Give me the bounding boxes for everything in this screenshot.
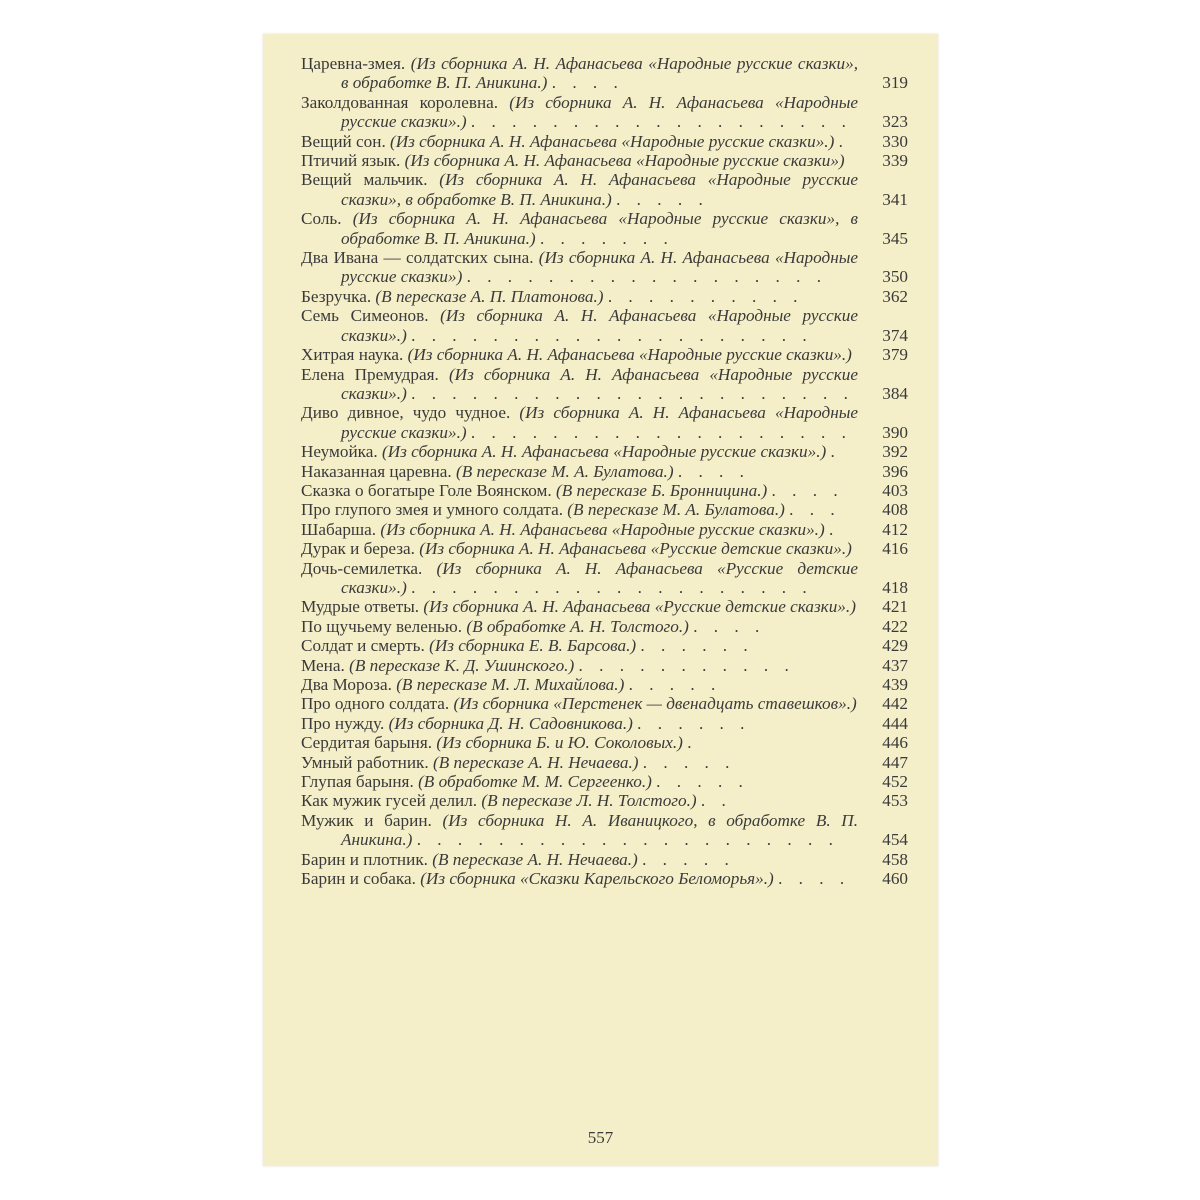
- toc-entry-page: 412: [882, 519, 908, 539]
- toc-entry-text: [301, 345, 860, 364]
- toc-entry-leader: .: [687, 733, 698, 753]
- toc-entry-title: Умный работник.: [301, 752, 429, 772]
- toc-entry-title: Про глупого змея и умного солдата.: [301, 500, 563, 520]
- toc-entry-text: [301, 132, 860, 151]
- toc-entry-text: [301, 675, 860, 694]
- toc-entry-page: 453: [882, 791, 908, 811]
- toc-entry-source: (Из сборника А. Н. Афанасьева «Русские детские сказки».): [341, 558, 859, 597]
- toc-entry-title: Вещий мальчик.: [301, 170, 428, 190]
- toc-entry-text: [301, 403, 860, 442]
- toc-entry-title: Наказанная царевна.: [301, 461, 452, 481]
- toc-entry-page: 345: [882, 228, 908, 248]
- toc-entry-leader: . . . . . . . . . . . . . . . . . . . . . .: [411, 383, 854, 403]
- toc-entry: [301, 714, 911, 733]
- toc-entry-title: Царевна-змея.: [301, 54, 406, 73]
- toc-entry-source: (В пересказе К. Д. Ушинского.): [349, 655, 575, 675]
- toc-entry-source: (Из сборника Б. и Ю. Соколовых.): [436, 733, 683, 753]
- toc-entry: [301, 791, 911, 810]
- toc-entry-title: Мудрые ответы.: [301, 597, 420, 617]
- toc-entry: [301, 539, 911, 558]
- toc-entry-leader: . . . .: [778, 869, 851, 889]
- toc-entry-text: [301, 733, 860, 752]
- toc-entry-text: [301, 365, 860, 404]
- toc-entry-source: (Из сборника А. Н. Афанасьева «Русские детские сказки».): [423, 597, 856, 617]
- toc-entry-title: По щучьему веленью.: [301, 616, 463, 636]
- toc-entry-leader: . . .: [789, 500, 841, 520]
- toc-entry-source: (Из сборника Н. А. Иваницкого, в обработке В. П. Аникина.): [341, 810, 858, 850]
- toc-entry-source: (Из сборника Е. В. Барсова.): [429, 636, 637, 656]
- toc-entry: [301, 753, 911, 772]
- toc-entry-source: (Из сборника А. Н. Афанасьева «Народные русские сказки»): [341, 248, 859, 287]
- toc-entry-title: Дочь-семилетка.: [301, 558, 423, 578]
- toc-entry-source: (В пересказе М. А. Булатова.): [456, 461, 674, 481]
- toc-entry: [301, 287, 911, 306]
- toc-entry: [301, 365, 911, 404]
- toc-entry-leader: .: [828, 519, 840, 539]
- toc-entry-title: Шабарша.: [301, 519, 377, 539]
- toc-entry: [301, 520, 911, 539]
- toc-entry-source: (Из сборника А. Н. Афанасьева «Народные русские сказки».): [380, 519, 825, 539]
- toc-entry: [301, 597, 911, 616]
- toc-entry-title: Глупая барыня.: [301, 772, 414, 792]
- table-of-contents: [301, 54, 911, 888]
- toc-entry-leader: . . . . . . . . . . . . . . . . . . . . .: [416, 830, 839, 850]
- toc-entry-title: Диво дивное, чудо чудное.: [301, 403, 511, 423]
- toc-entry-leader: .: [830, 442, 841, 462]
- toc-entry-title: Два Ивана — солдатских сына.: [301, 248, 534, 268]
- toc-entry-text: [301, 500, 860, 519]
- toc-entry: [301, 306, 911, 345]
- toc-entry-source: (Из сборника А. Н. Афанасьева «Народные русские сказки».): [381, 442, 827, 462]
- toc-entry-page: 374: [882, 325, 908, 345]
- toc-entry-source: (Из сборника А. Н. Афанасьева «Народные русские сказки».): [341, 306, 859, 345]
- toc-entry: [301, 209, 911, 248]
- toc-entry-text: [301, 151, 860, 170]
- toc-entry-title: Елена Премудрая.: [301, 364, 439, 384]
- toc-entry: [301, 170, 911, 209]
- toc-entry-page: 418: [882, 577, 908, 597]
- toc-entry-title: Соль.: [301, 209, 342, 229]
- toc-entry-source: (В пересказе М. А. Булатова.): [567, 500, 785, 520]
- toc-entry: [301, 617, 911, 636]
- toc-entry-text: [301, 656, 860, 675]
- toc-entry: [301, 500, 911, 519]
- toc-entry-page: 416: [882, 539, 908, 559]
- toc-entry-leader: . . . . . . . . . . . . . . . . . . .: [470, 112, 852, 132]
- page-number: 557: [587, 1128, 614, 1147]
- toc-entry-page: 390: [882, 422, 908, 442]
- book-page: [263, 34, 938, 1166]
- toc-entry: [301, 772, 911, 791]
- toc-entry-title: Про нужду.: [301, 713, 385, 733]
- toc-entry-title: Дурак и береза.: [301, 539, 415, 559]
- toc-entry-text: [301, 714, 860, 733]
- toc-entry-text: [301, 170, 860, 209]
- toc-entry-title: Как мужик гусей делил.: [301, 791, 478, 811]
- toc-entry-source: (Из сборника А. Н. Афанасьева «Народные русские сказки»): [404, 151, 845, 171]
- toc-entry-leader: . . . . . . . . . . . . . . . . . .: [466, 267, 827, 287]
- toc-entry-text: [301, 539, 860, 558]
- toc-entry-source: (В пересказе А. Н. Нечаева.): [432, 849, 638, 869]
- toc-entry-title: Про одного солдата.: [301, 694, 450, 714]
- toc-entry-title: Вещий сон.: [301, 131, 386, 151]
- toc-entry-page: 422: [882, 616, 908, 636]
- toc-entry-page: 439: [882, 675, 908, 694]
- toc-entry-text: [301, 54, 860, 93]
- toc-entry-title: Мужик и барин.: [301, 810, 432, 830]
- toc-entry: [301, 694, 911, 713]
- toc-entry-leader: . . . .: [551, 73, 624, 93]
- toc-entry-leader: . . . . .: [642, 849, 735, 869]
- toc-entry-page: 447: [882, 752, 908, 772]
- toc-entry-text: [301, 306, 860, 345]
- toc-entry-text: [301, 850, 860, 869]
- toc-entry-title: Хитрая наука.: [301, 345, 404, 365]
- toc-entry: [301, 636, 911, 655]
- toc-entry-leader: . . . . . .: [637, 713, 751, 733]
- toc-entry-source: (Из сборника А. Н. Афанасьева «Народные русские сказки».): [341, 364, 858, 403]
- toc-entry: [301, 481, 911, 500]
- toc-entry-title: Сердитая барыня.: [301, 733, 433, 753]
- toc-entry-source: (В обработке М. М. Сергеенко.): [418, 772, 652, 792]
- toc-entry-leader: . . . .: [677, 461, 750, 481]
- toc-entry-page: 452: [882, 772, 908, 792]
- toc-entry-text: [301, 442, 860, 461]
- toc-entry-page: 444: [882, 713, 908, 733]
- toc-entry-page: 339: [882, 151, 908, 171]
- toc-entry-page: 319: [882, 73, 908, 93]
- toc-entry-source: (В пересказе А. Н. Нечаева.): [432, 752, 639, 772]
- toc-entry-source: (В обработке А. Н. Толстого.): [466, 616, 689, 636]
- toc-entry-source: (Из сборника А. Н. Афанасьева «Народные русские сказки».): [390, 131, 835, 151]
- toc-entry-text: [301, 209, 860, 248]
- toc-entry-page: 323: [882, 112, 908, 132]
- toc-entry-page: 421: [882, 597, 908, 617]
- toc-entry: [301, 132, 911, 151]
- toc-entry-text: [301, 753, 860, 772]
- toc-entry-source: (Из сборника А. Н. Афанасьева «Народные русские сказки», в обработке В. П. Аникина.): [341, 209, 858, 248]
- toc-entry-leader: . . . . .: [642, 752, 736, 772]
- toc-entry-title: Два Мороза.: [301, 675, 392, 694]
- toc-entry-text: [301, 287, 860, 306]
- toc-entry-source: (Из сборника А. Н. Афанасьева «Народные русские сказки».): [341, 92, 858, 132]
- toc-entry-source: (В пересказе М. Л. Михайлова.): [396, 675, 625, 694]
- toc-entry-text: [301, 559, 860, 598]
- toc-entry-page: 403: [882, 480, 908, 500]
- toc-entry-page: 454: [882, 830, 908, 850]
- toc-entry-title: Солдат и смерть.: [301, 636, 425, 656]
- toc-entry-source: (Из сборника Д. Н. Садовникова.): [388, 713, 633, 733]
- toc-entry-leader: . . . .: [693, 616, 766, 636]
- toc-entry-title: Семь Симеонов.: [301, 306, 429, 326]
- toc-entry-text: [301, 617, 860, 636]
- toc-entry-page: 330: [882, 131, 908, 151]
- toc-entry-title: Барин и собака.: [301, 869, 416, 889]
- toc-entry: [301, 733, 911, 752]
- toc-entry-source: (Из сборника А. Н. Афанасьева «Русские детские сказки».): [419, 539, 852, 559]
- toc-entry-title: Заколдованная королевна.: [301, 92, 499, 112]
- toc-entry-title: Барин и плотник.: [301, 849, 428, 869]
- toc-entry-text: [301, 791, 860, 810]
- toc-entry-page: 442: [882, 694, 908, 714]
- toc-entry-title: Мена.: [301, 655, 345, 675]
- toc-entry-page: 429: [882, 636, 908, 656]
- toc-entry-title: Сказка о богатыре Голе Воянском.: [301, 480, 552, 500]
- toc-entry-text: [301, 248, 860, 287]
- toc-entry: [301, 811, 911, 850]
- toc-entry-text: [301, 481, 860, 500]
- toc-entry-page: 362: [882, 286, 908, 306]
- toc-entry-page: 460: [882, 869, 908, 889]
- toc-entry-leader: . . . . . . .: [539, 228, 674, 248]
- toc-entry: [301, 345, 911, 364]
- toc-entry-leader: . . . . .: [628, 675, 722, 694]
- toc-entry-leader: . . . . . . . . . . .: [578, 655, 795, 675]
- toc-entry-page: 396: [882, 461, 908, 481]
- toc-entry-page: 341: [882, 189, 908, 209]
- toc-entry-page: 350: [882, 267, 908, 287]
- toc-entry-page: 384: [882, 383, 908, 403]
- toc-entry: [301, 869, 911, 888]
- toc-entry-text: [301, 811, 860, 850]
- toc-entry-source: (Из сборника А. Н. Афанасьева «Народные русские сказки», в обработке В. П. Аникина.): [341, 170, 859, 209]
- toc-entry-page: 458: [882, 849, 908, 869]
- toc-entry-text: [301, 772, 860, 791]
- toc-entry-source: (Из сборника А. Н. Афанасьева «Народные русские сказки».): [341, 403, 858, 442]
- toc-entry-source: (Из сборника А. Н. Афанасьева «Народные русские сказки», в обработке В. П. Аникина.): [341, 54, 858, 93]
- toc-entry-leader: . . . . . . . . . . . . . . . . . . . .: [411, 325, 813, 345]
- toc-entry-source: (В пересказе Л. Н. Толстого.): [481, 791, 697, 811]
- toc-entry: [301, 151, 911, 170]
- toc-entry: [301, 559, 911, 598]
- toc-entry-source: (Из сборника «Перстенек — двенадцать ставешков».): [453, 694, 857, 714]
- toc-entry: [301, 656, 911, 675]
- toc-entry: [301, 93, 911, 132]
- toc-entry-text: [301, 462, 860, 481]
- toc-entry-title: Неумойка.: [301, 442, 378, 462]
- toc-entry-leader: . . . . . . . . . .: [607, 286, 804, 306]
- toc-entry: [301, 248, 911, 287]
- toc-entry: [301, 54, 911, 93]
- toc-entry-text: [301, 93, 860, 132]
- toc-entry: [301, 442, 911, 461]
- toc-entry-source: (В пересказе А. П. Платонова.): [375, 286, 604, 306]
- toc-entry-page: 379: [882, 345, 908, 365]
- toc-entry-title: Безручка.: [301, 286, 372, 306]
- toc-entry: [301, 675, 911, 694]
- toc-entry-source: (В пересказе Б. Бронницина.): [556, 480, 768, 500]
- toc-entry-leader: . . . . . . . . . . . . . . . . . . . .: [411, 577, 813, 597]
- toc-entry-text: [301, 636, 860, 655]
- toc-entry: [301, 403, 911, 442]
- toc-entry-leader: . . . . . .: [640, 636, 754, 656]
- toc-entry-source: (Из сборника А. Н. Афанасьева «Народные русские сказки».): [407, 345, 852, 365]
- toc-entry-page: 408: [882, 500, 908, 520]
- toc-entry-leader: . . . . . . . . . . . . . . . . . . .: [470, 422, 852, 442]
- toc-entry-text: [301, 869, 860, 888]
- toc-entry-text: [301, 520, 860, 539]
- toc-entry-source: (Из сборника «Сказки Карельского Беломорья».): [420, 869, 774, 889]
- toc-entry-text: [301, 597, 860, 616]
- toc-entry-page: 437: [882, 655, 908, 675]
- toc-entry-leader: . . . .: [771, 480, 844, 500]
- toc-entry: [301, 850, 911, 869]
- toc-entry: [301, 462, 911, 481]
- toc-entry-title: Птичий язык.: [301, 151, 401, 171]
- toc-entry-leader: .: [838, 131, 849, 151]
- toc-entry-text: [301, 694, 860, 713]
- toc-entry-leader: . . . . .: [656, 772, 749, 792]
- toc-entry-page: 446: [882, 733, 908, 753]
- toc-entry-page: 392: [882, 442, 908, 462]
- toc-entry-leader: . . . . .: [616, 189, 709, 209]
- toc-entry-leader: . .: [700, 791, 732, 811]
